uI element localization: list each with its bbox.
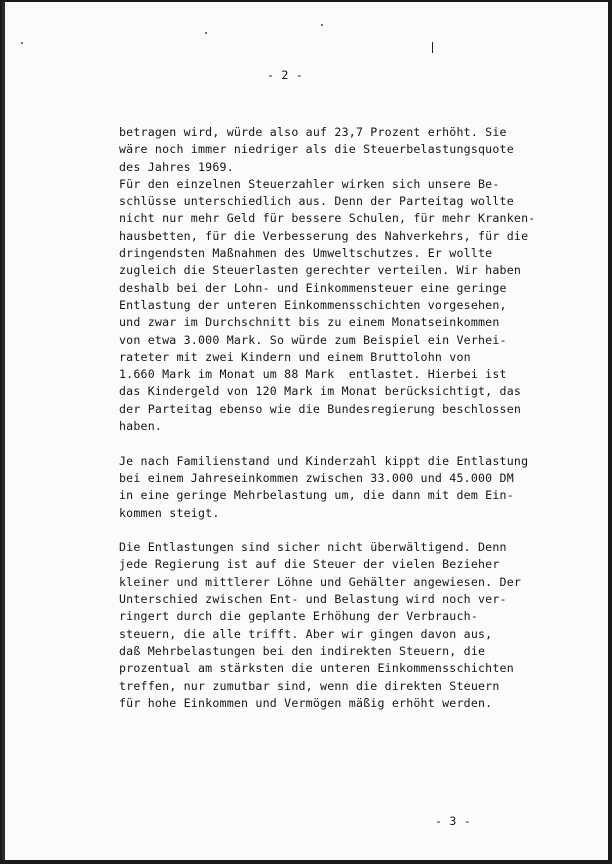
text-line: Unterschied zwischen Ent- und Belastung wird noch ver- — [119, 592, 507, 607]
text-line: steuern, die alle trifft. Aber wir gingen davon aus, — [119, 626, 493, 641]
text-line: und zwar im Durchschnitt bis zu einem Monatseinkommen — [119, 315, 500, 330]
text-line: kommen steigt. — [119, 505, 220, 520]
text-line: des Jahres 1969. — [119, 159, 234, 174]
text-line: wäre noch immer niedriger als die Steuerbelastungsquote — [119, 142, 514, 157]
scan-speck — [21, 42, 23, 44]
text-line: deshalb bei der Lohn- und Einkommensteuer eine geringe — [119, 280, 507, 295]
scan-speck — [321, 24, 323, 26]
page-number-footer: - 3 - — [435, 814, 471, 828]
text-line: in eine geringe Mehrbelastung um, die dann mit dem Ein- — [119, 488, 514, 503]
document-page — [2, 2, 608, 860]
text-line: haben. — [119, 419, 163, 434]
body-text — [119, 124, 536, 712]
scan-speck — [205, 32, 207, 34]
text-line: ringert durch die geplante Erhöhung der Verbrauch- — [119, 609, 479, 624]
text-line: von etwa 3.000 Mark. So würde zum Beispiel ein Verhei- — [119, 332, 507, 347]
margin-mark — [432, 42, 433, 53]
text-line: betragen wird, würde also auf 23,7 Prozent erhöht. Sie — [119, 125, 507, 139]
text-line: für hohe Einkommen und Vermögen mäßig erhöht werden. — [119, 695, 493, 710]
text-line: Für den einzelnen Steuerzahler wirken sich unsere Be- — [119, 176, 500, 191]
text-line: Die Entlastungen sind sicher nicht überwältigend. Denn — [119, 540, 507, 555]
text-line: prozentual am stärksten die unteren Einkommensschichten — [119, 661, 514, 676]
text-line: Entlastung der unteren Einkommensschichten vorgesehen, — [119, 297, 507, 312]
page-number-header: - 2 - — [267, 68, 303, 82]
text-line: hausbetten, für die Verbesserung des Nahverkehrs, für die — [119, 228, 529, 243]
text-line: zugleich die Steuerlasten gerechter verteilen. Wir haben — [119, 263, 522, 278]
text-line: Je nach Familienstand und Kinderzahl kippt die Entlastung — [119, 453, 529, 468]
text-line: dringendsten Maßnahmen des Umweltschutzes. Er wollte — [119, 246, 493, 261]
paragraph — [119, 539, 522, 712]
text-line: nicht nur mehr Geld für bessere Schulen, für mehr Kranken- — [119, 211, 536, 226]
text-line: das Kindergeld von 120 Mark im Monat berücksichtigt, das — [119, 384, 522, 399]
text-line: schlüsse unterschiedlich aus. Denn der Parteitag wollte — [119, 194, 514, 209]
text-line: daß Mehrbelastungen bei den indirekten Steuern, die — [119, 643, 486, 658]
text-line: rateter mit zwei Kindern und einem Bruttolohn von — [119, 349, 471, 364]
paragraph — [119, 453, 529, 522]
text-line: treffen, nur zumutbar sind, wenn die direkten Steuern — [119, 678, 500, 693]
text-line: der Parteitag ebenso wie die Bundesregierung beschlossen — [119, 401, 522, 416]
paragraph — [119, 124, 536, 435]
text-line: jede Regierung ist auf die Steuer der vielen Bezieher — [119, 557, 500, 572]
text-line: bei einem Jahreseinkommen zwischen 33.000 und 45.000 DM — [119, 470, 514, 485]
text-line: kleiner und mittlerer Löhne und Gehälter angewiesen. Der — [119, 574, 522, 589]
text-line: 1.660 Mark im Monat um 88 Mark entlastet. Hierbei ist — [119, 367, 507, 382]
